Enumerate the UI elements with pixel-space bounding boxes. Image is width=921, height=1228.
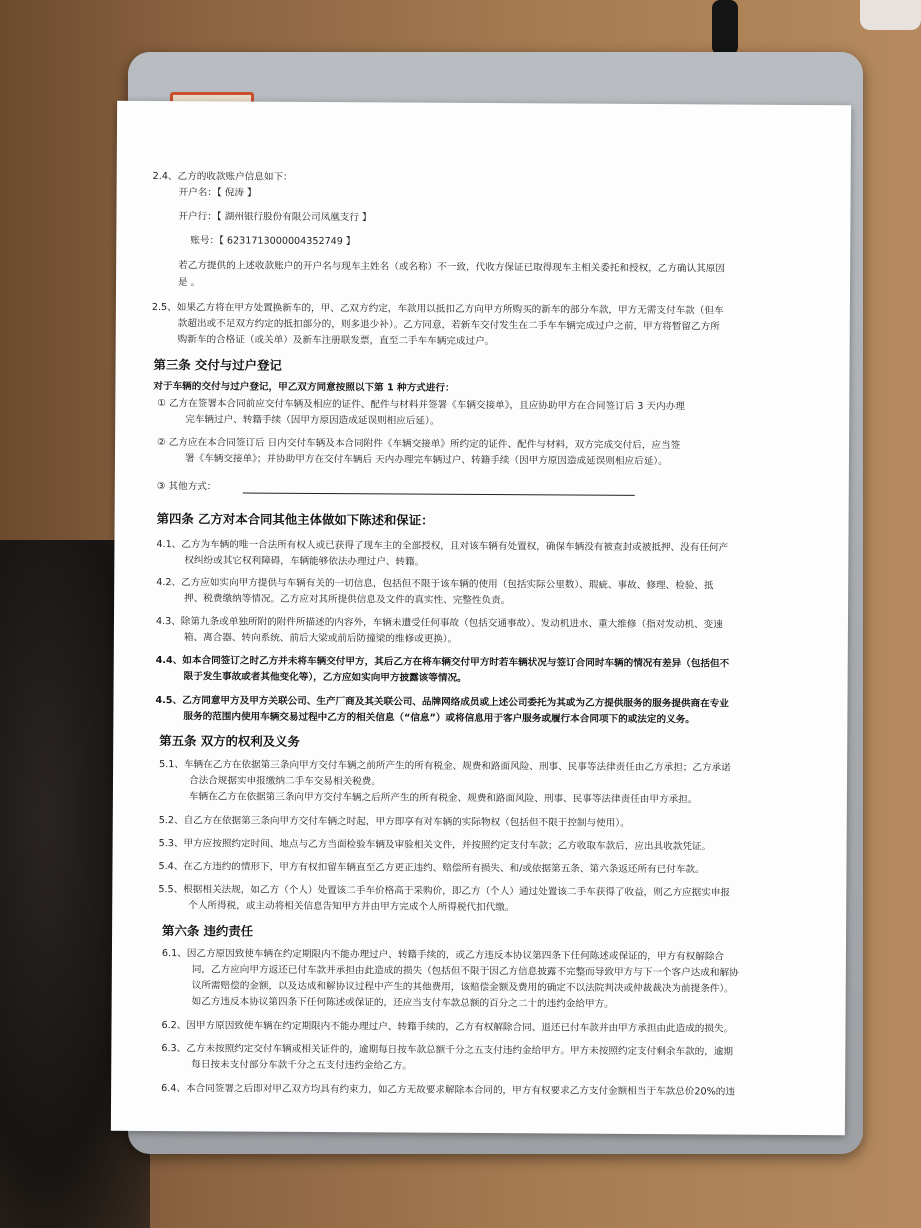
clause-5-3: 5.3、甲方应按照约定时间、地点与乙方当面检验车辆及审验相关文件，并按照约定支付车款；乙方收取车款后，应出具收款凭证。 bbox=[158, 838, 712, 853]
clause-text: 完车辆过户、转籍手续（因甲方原因造成延误则相应后延）。 bbox=[185, 414, 440, 427]
clause-option-3: ③ 其他方式： bbox=[156, 481, 217, 493]
blank-line bbox=[243, 493, 635, 496]
clause-text: 购新车的合格证（或关单）及新车注册联发票，直至二手车车辆完成过户。 bbox=[177, 334, 495, 348]
clause-option-2: ② 乙方应在本合同签订后 日内交付车辆及本合同附件《车辆交接单》所约定的证件、配件与材料，双方完成交付后，应当签 bbox=[157, 437, 681, 452]
clause-text: 如乙方违反本协议第四条下任何陈述或保证的，还应当支付车款总额的百分之二十的违约金给甲方。 bbox=[191, 996, 614, 1010]
section-heading-4: 第四条 乙方对本合同其他主体做如下陈述和保证： bbox=[156, 511, 434, 528]
background-cup bbox=[860, 0, 921, 30]
laptop-cable bbox=[712, 0, 738, 55]
clause-2-5: 2.5、如果乙方将在甲方处置换新车的，甲、乙双方约定，车款用以抵扣乙方向甲方所购买的新车的部分车款，甲方无需支付车款（但车 bbox=[151, 301, 724, 317]
section-heading-3: 第三条 交付与过户登记 bbox=[153, 356, 282, 373]
clause-5-1: 5.1、车辆在乙方在依据第三条向甲方交付车辆之前所产生的所有税金、规费和路面风险、刑事、民事等法律责任由乙方承担；乙方承诺 bbox=[159, 759, 731, 774]
clause-option-1: ① 乙方在签署本合同前应交付车辆及相应的证件、配件与材料并签署《车辆交接单》，且应协助甲方在合同签订后 3 天内办理 bbox=[157, 398, 685, 413]
clause-2-4: 2.4、乙方的收款账户信息如下： bbox=[152, 170, 293, 183]
contract-page bbox=[111, 101, 851, 1135]
account-bank-field: 开户行：【 湖州银行股份有限公司凤凰支行 】 bbox=[178, 211, 372, 224]
clause-text: 议所需赔偿的金额，以及达成和解协议过程中产生的其他费用，该赔偿金额及费用的确定不以法院判决或仲裁裁决为前提条件）。 bbox=[191, 980, 734, 995]
clause-5-4: 5.4、在乙方违约的情形下，甲方有权扣留车辆直至乙方更正违约、赔偿所有损失、和/或依据第五条、第六条返还所有已付车款。 bbox=[158, 861, 705, 876]
clause-6-3: 6.3、乙方未按照约定交付车辆或相关证件的，逾期每日按车款总额千分之五支付违约金给甲方。甲方未按照约定支付剩余车款的，逾期 bbox=[161, 1043, 734, 1058]
clause-text: 服务的范围内使用车辆交易过程中乙方的相关信息（“信息”）或将信息用于客户服务或履行本合同项下的或法定的义务。 bbox=[183, 711, 695, 726]
clause-text: 对于车辆的交付与过户登记，甲乙双方同意按照以下第 1 种方式进行： bbox=[153, 380, 455, 394]
clause-text: 车辆在乙方在依据第三条向甲方交付车辆之后所产生的所有税金、规费和路面风险、刑事、民事等法律责任由甲方承担。 bbox=[188, 791, 698, 806]
clause-5-2: 5.2、自乙方在依据第三条向甲方交付车辆之时起，甲方即享有对车辆的实际物权（包括但不限于控制与使用）。 bbox=[158, 815, 630, 829]
account-name-field: 开户名：【 倪涛 】 bbox=[178, 187, 257, 199]
clause-4-5: 4.5、乙方同意甲方及甲方关联公司、生产厂商及其关联公司、品牌网络成员或上述公司委托为其或为乙方提供服务的服务提供商在专业 bbox=[155, 695, 729, 710]
clause-text: 押、税费缴纳等情况。乙方应对其所提供信息及文件的真实性、完整性负责。 bbox=[184, 593, 511, 607]
clause-6-4: 6.4、本合同签署之后即对甲乙双方均具有约束力，如乙方无故要求解除本合同的，甲方有权要求乙方支付金额相当于车款总价20%的违 bbox=[161, 1083, 735, 1098]
clause-text: 个人所得税，或主动将相关信息告知甲方并由甲方完成个人所得税代扣代缴。 bbox=[188, 900, 515, 914]
section-heading-6: 第六条 违约责任 bbox=[162, 923, 254, 939]
clause-text: 权纠纷或其它权利障碍，车辆能够依法办理过户、转籍。 bbox=[184, 555, 425, 568]
clause-5-5: 5.5、根据相关法规，如乙方（个人）处置该二手车价格高于采购价，即乙方（个人）通过处置该二手车获得了收益，则乙方应据实申报 bbox=[158, 884, 731, 899]
section-heading-5: 第五条 双方的权利及义务 bbox=[159, 733, 300, 749]
clause-text: 箱、离合器、转向系统、前后大梁或前后防撞梁的维修或更换）。 bbox=[183, 632, 458, 645]
clause-text: 合法合规据实申报缴纳二手车交易相关税费。 bbox=[188, 775, 381, 788]
clause-text: 若乙方提供的上述收款账户的开户名与现车主姓名（或名称）不一致，代收方保证已取得现车主相关委托和授权，乙方确认其原因 bbox=[178, 260, 726, 275]
clause-4-2: 4.2、乙方应如实向甲方提供与车辆有关的一切信息，包括但不限于该车辆的使用（包括实际公里数）、瑕疵、事故、修理、检验、抵 bbox=[156, 577, 714, 592]
clause-text: 同，乙方应向甲方返还已付车款并承担由此造成的损失（包括但不限于因乙方信息披露不完整而导致甲方与下一个客户达成和解协 bbox=[191, 964, 739, 979]
clause-text: 款超出或不足双方约定的抵扣部分的，则多退少补）。乙方同意，若新车交付发生在二手车车辆完成过户之前，甲方将暂留乙方所 bbox=[177, 318, 720, 333]
clause-6-2: 6.2、因甲方原因致使车辆在约定期限内不能办理过户、转籍手续的，乙方有权解除合同、退还已付车款并由甲方承担由此造成的损失。 bbox=[161, 1020, 734, 1035]
clause-4-1: 4.1、乙方为车辆的唯一合法所有权人或已获得了现车主的全部授权，且对该车辆有处置权，确保车辆没有被查封或被抵押、没有任何产 bbox=[156, 539, 729, 554]
account-number-field: 账号：【 6231713000004352749 】 bbox=[190, 235, 356, 248]
clause-6-1: 6.1、因乙方原因致使车辆在约定期限内不能办理过户、转籍手续的，或乙方违反本协议第四条下任何陈述或保证的，甲方有权解除合 bbox=[161, 948, 725, 963]
clause-text: 限于发生事故或者其他变化等），乙方应如实向甲方披露该等情况。 bbox=[183, 671, 467, 684]
clause-4-4: 4.4、如本合同签订之时乙方并未将车辆交付甲方，其后乙方在将车辆交付甲方时若车辆状况与签订合同时车辆的情况有差异（包括但不 bbox=[155, 655, 730, 670]
clause-4-3: 4.3、除第九条或单独所附的附件所描述的内容外，车辆未遭受任何事故（包括交通事故）、发动机进水、重大维修（指对发动机、变速 bbox=[155, 616, 723, 631]
clause-text: 是 。 bbox=[178, 277, 201, 289]
clause-text: 每日按未支付部分车款千分之五支付违约金给乙方。 bbox=[191, 1059, 412, 1072]
clause-text: 署《车辆交接单》；并协助甲方在交付车辆后 天内办理完车辆过户、转籍手续（因甲方原因造成延误则相应后延）。 bbox=[184, 453, 668, 468]
